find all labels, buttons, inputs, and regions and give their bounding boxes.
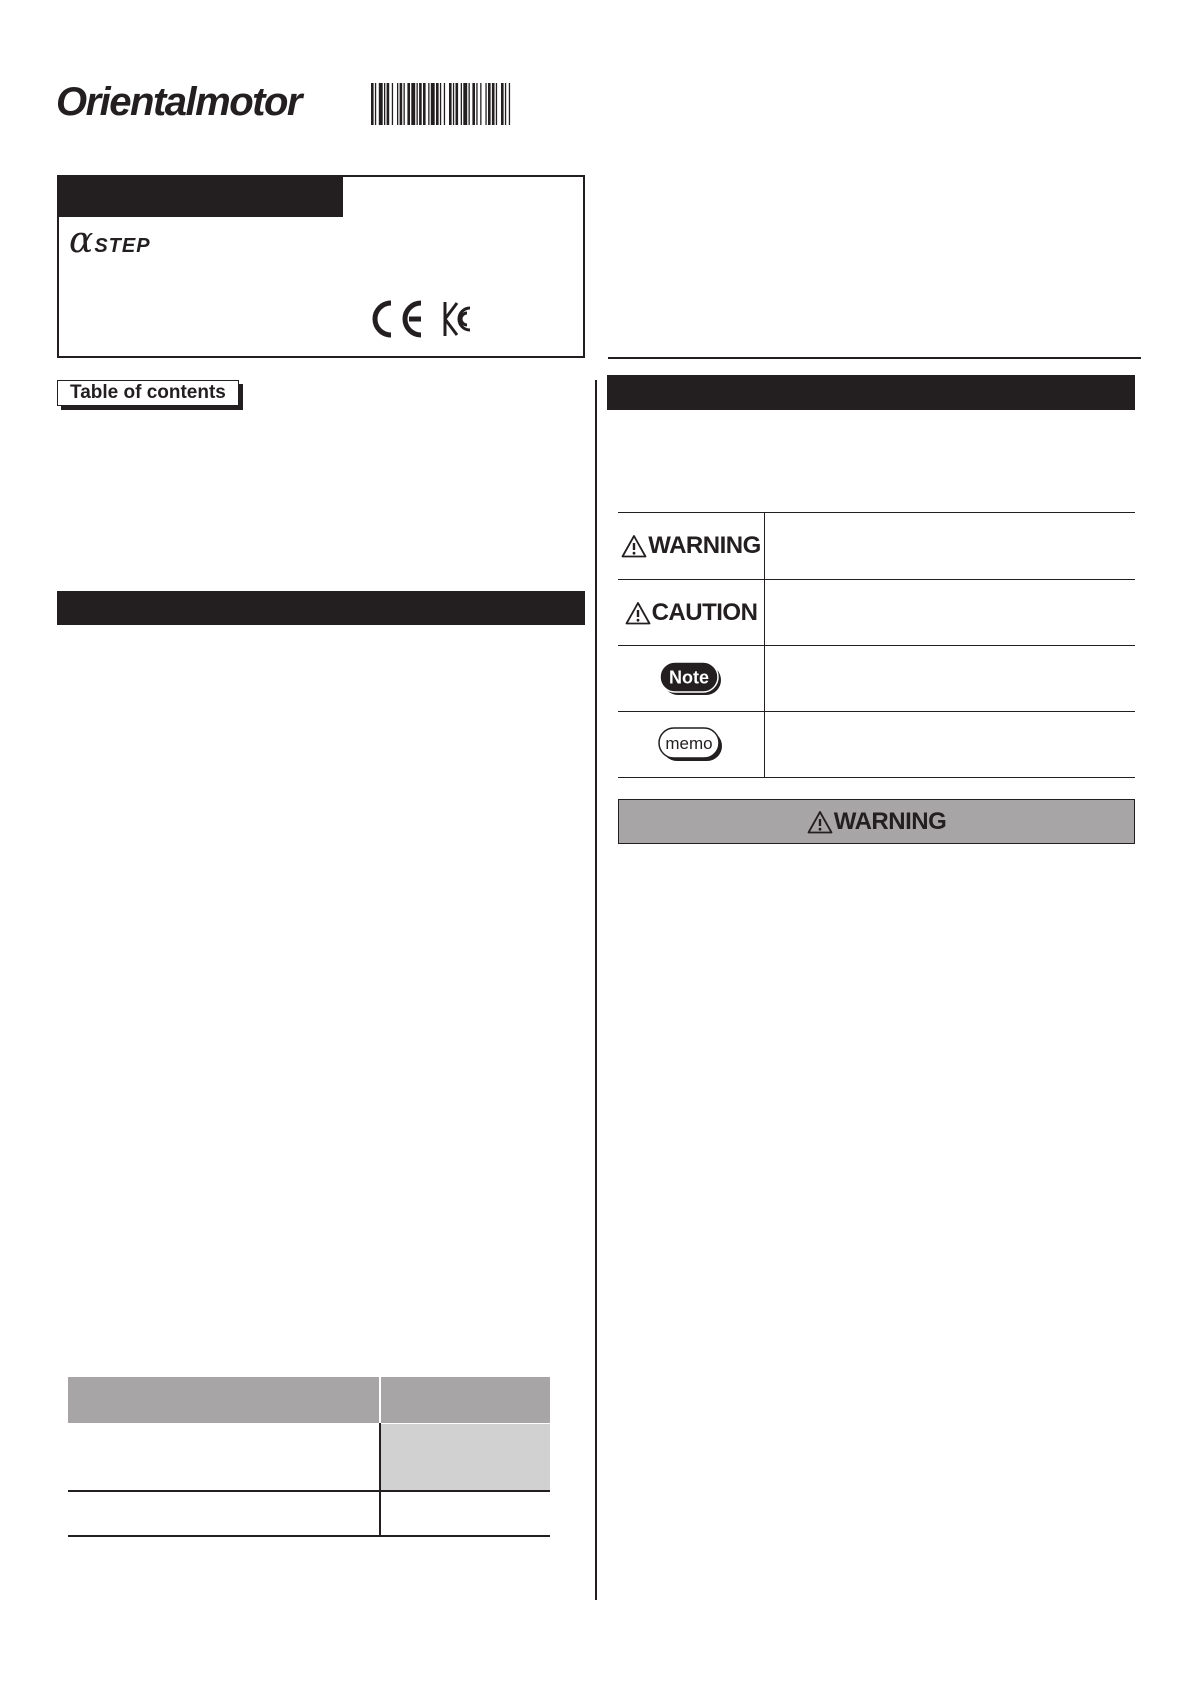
warning-banner-label: WARNING xyxy=(833,807,947,835)
barcode-bar xyxy=(397,83,398,125)
column-divider xyxy=(595,380,597,1600)
certification-marks xyxy=(369,299,479,339)
spec-table xyxy=(68,1377,550,1536)
signal-key-memo xyxy=(618,712,765,777)
barcode-bar xyxy=(488,83,491,125)
product-box xyxy=(57,175,585,358)
barcode-bar xyxy=(453,83,454,125)
barcode-bar xyxy=(419,83,422,125)
barcode-bar xyxy=(387,83,390,125)
barcode-bar xyxy=(496,83,497,125)
barcode-bar xyxy=(509,83,510,125)
table-row xyxy=(618,645,1135,711)
signal-key-note xyxy=(618,646,765,711)
table-of-contents-tab: Table of contents xyxy=(57,380,239,406)
barcode-bar xyxy=(404,83,405,125)
table-row-rule xyxy=(68,1490,550,1492)
table-header-cell xyxy=(381,1377,550,1423)
barcode-bar xyxy=(501,83,504,125)
barcode-bar xyxy=(392,83,393,125)
barcode-bar xyxy=(431,83,435,125)
table-row xyxy=(618,711,1135,777)
barcode-bar xyxy=(436,83,439,125)
barcode-bar xyxy=(417,83,418,125)
signal-key-warning xyxy=(618,513,765,579)
top-rule xyxy=(608,357,1141,359)
table-cell-shaded xyxy=(381,1424,550,1490)
caution-triangle-icon xyxy=(625,601,651,625)
barcode-bar xyxy=(407,83,410,125)
barcode-bar xyxy=(411,83,415,125)
barcode-bar xyxy=(485,83,486,125)
table-row xyxy=(618,513,1135,579)
table-bottom-rule xyxy=(68,1535,550,1537)
barcode-bar xyxy=(463,83,467,125)
caution-label: CAUTION xyxy=(651,598,758,626)
barcode-bar xyxy=(371,83,374,125)
kc-mark-icon xyxy=(445,302,470,336)
safety-section-header-bar xyxy=(607,375,1135,410)
barcode-bar xyxy=(449,83,452,125)
barcode-bar xyxy=(379,83,383,125)
oriental-motor-logo: Orientalmotor xyxy=(56,80,301,124)
table-header-cell xyxy=(68,1377,379,1423)
warning-label: WARNING xyxy=(648,532,761,559)
table-row xyxy=(618,579,1135,645)
barcode-bar xyxy=(505,83,506,125)
table-divider xyxy=(379,1423,381,1536)
barcode-bar xyxy=(423,83,426,125)
barcode-bar xyxy=(444,83,445,125)
memo-label: memo xyxy=(665,733,713,753)
section-header-bar xyxy=(57,591,585,625)
barcode-bar xyxy=(492,83,495,125)
ce-mark-icon xyxy=(375,303,421,335)
alpha-step-logo xyxy=(69,221,151,261)
barcode-bar xyxy=(428,83,429,125)
warning-triangle-icon xyxy=(621,534,647,558)
warning-banner xyxy=(618,799,1135,844)
series-name: STEP xyxy=(94,235,151,257)
barcode-bar xyxy=(476,83,477,125)
memo-badge-icon xyxy=(658,727,724,763)
barcode-bar xyxy=(440,83,441,125)
barcode-bar xyxy=(456,83,459,125)
barcode-bar xyxy=(400,83,403,125)
barcode-bar xyxy=(384,83,385,125)
alpha-symbol: α xyxy=(69,220,94,261)
barcode-bar xyxy=(472,83,475,125)
note-label: Note xyxy=(669,667,709,687)
signal-word-table xyxy=(618,512,1135,778)
barcode-bar xyxy=(375,83,376,125)
barcode-bar xyxy=(469,83,470,125)
barcode-bar xyxy=(461,83,462,125)
barcode xyxy=(371,83,554,125)
warning-triangle-icon xyxy=(807,810,833,834)
note-badge-icon xyxy=(659,661,723,697)
barcode-bar xyxy=(480,83,481,125)
product-title-bar xyxy=(59,177,343,217)
signal-key-caution xyxy=(618,580,765,645)
